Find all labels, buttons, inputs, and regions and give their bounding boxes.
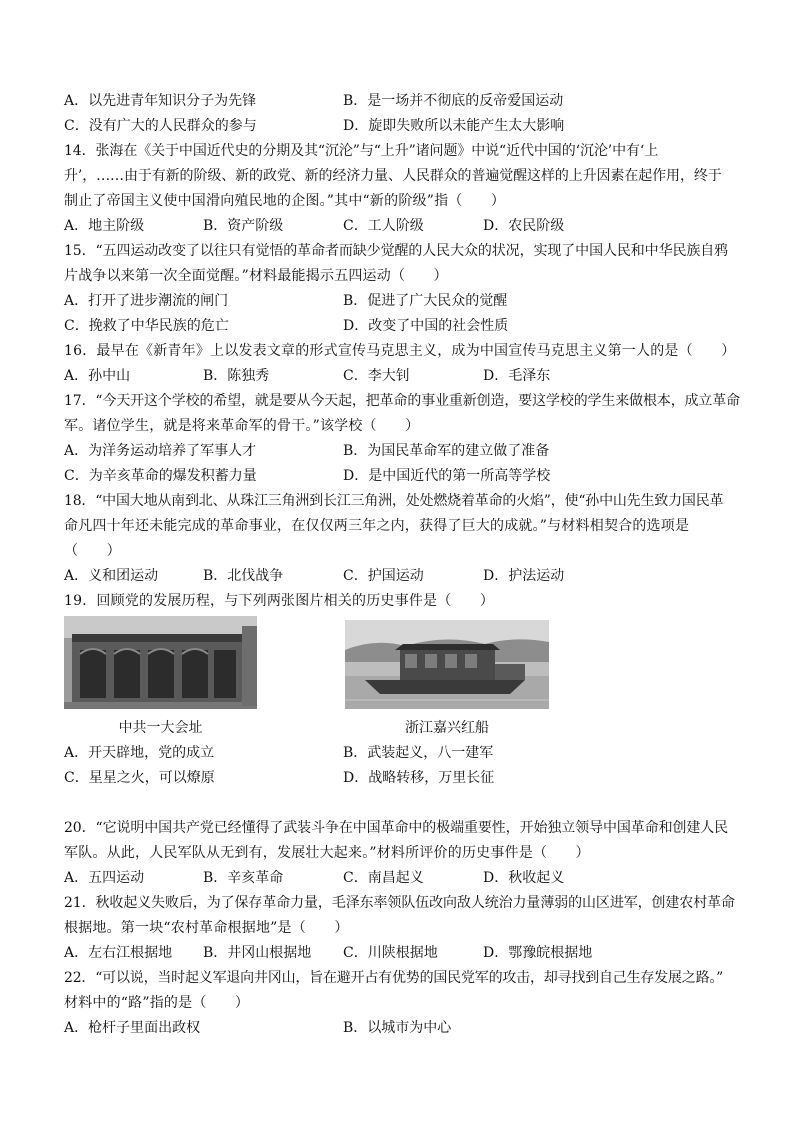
red-boat-caption: 浙江嘉兴红船 [405, 720, 489, 736]
q14-stem-line-3: 制止了帝国主义使中国滑向殖民地的企图。”其中“新的阶级”指（ ） [64, 193, 506, 209]
q21-option-b: B．井冈山根据地 [203, 945, 312, 961]
q17-stem-line-2: 军。诸位学生，就是将来革命军的骨干。”该学校（ ） [64, 418, 420, 434]
q19-option-d: D．战略转移，万里长征 [343, 770, 495, 786]
q13-option-a: A．以先进青年知识分子为先锋 [64, 93, 257, 109]
q16-option-b: B．陈独秀 [203, 368, 270, 384]
q18-option-b: B．北伐战争 [203, 568, 284, 584]
q20-option-c: C．南昌起义 [343, 870, 424, 886]
q19-stem-line-1: 19．回顾党的发展历程，与下列两张图片相关的历史事件是（ ） [64, 593, 495, 609]
congress-site-caption: 中共一大会址 [118, 720, 203, 736]
q19-option-c: C．星星之火，可以燎原 [64, 770, 215, 786]
q20-option-a: A．五四运动 [64, 870, 145, 886]
q22-stem-line-2: 材料中的“路”指的是（ ） [64, 995, 250, 1011]
q17-stem-line-1: 17．“今天开这个学校的希望，就是要从今天起，把革命的事业重新创造，要这学校的学生来做根本，成立革命 [64, 393, 741, 409]
q17-option-b: B．为国民革命军的建立做了准备 [343, 443, 550, 459]
q21-option-a: A．左右江根据地 [64, 945, 173, 961]
q16-option-c: C．李大钊 [343, 368, 410, 384]
q18-option-a: A．义和团运动 [64, 568, 159, 584]
q15-stem-line-1: 15．“五四运动改变了以往只有觉悟的革命者而缺少觉醒的人民大众的状况，实现了中国人民和中华民族自鸦 [64, 243, 729, 259]
q13-option-c: C．没有广大的人民群众的参与 [64, 118, 257, 134]
q19-option-a: A．开天辟地，党的成立 [64, 745, 215, 761]
q16-option-a: A．孙中山 [64, 368, 131, 384]
q20-stem-line-1: 20．“它说明中国共产党已经懂得了武装斗争在中国革命中的极端重要性，开始独立领导中国革命和创建人民 [64, 820, 729, 836]
q17-option-c: C．为辛亥革命的爆发积蓄力量 [64, 468, 257, 484]
q18-stem-line-2: 命凡四十年还未能完成的革命事业，在仅仅两三年之内，获得了巨大的成就。”与材料相契合的选项是 [64, 518, 690, 534]
q16-stem-line-1: 16．最早在《新青年》上以发表文章的形式宣传马克思主义，成为中国宣传马克思主义第一人的是（ ） [64, 343, 736, 359]
q14-option-c: C．工人阶级 [343, 218, 424, 234]
q22-option-a: A．枪杆子里面出政权 [64, 1020, 201, 1036]
q14-option-b: B．资产阶级 [203, 218, 284, 234]
q20-stem-line-2: 军队。从此，人民军队从无到有，发展壮大起来。”材料所评价的历史事件是（ ） [64, 845, 590, 861]
q15-option-b: B．促进了广大民众的觉醒 [343, 293, 508, 309]
q14-stem-line-1: 14．张海在《关于中国近代史的分期及其“沉沦”与“上升”诸问题》中说“近代中国的‘沉沦’中有‘上 [64, 143, 659, 159]
red-boat-image [345, 620, 549, 709]
q17-option-a: A．为洋务运动培养了军事人才 [64, 443, 257, 459]
q22-option-b: B．以城市为中心 [343, 1020, 452, 1036]
q21-stem-line-1: 21．秋收起义失败后，为了保存革命力量，毛泽东率领队伍改向敌人统治力量薄弱的山区进军，创建农村革命 [64, 895, 735, 911]
q22-stem-line-1: 22．“可以说，当时起义军退向井冈山，旨在避开占有优势的国民党军的攻击，却寻找到自己生存发展之路。” [64, 970, 724, 986]
q18-stem-line-1: 18．“中国大地从南到北、从珠江三角洲到长江三角洲，处处燃烧着革命的火焰”，使“孙中山先生致力国民革 [64, 493, 724, 509]
q15-option-c: C．挽救了中华民族的危亡 [64, 318, 229, 334]
q17-option-d: D．是中国近代的第一所高等学校 [343, 468, 551, 484]
q18-option-c: C．护国运动 [343, 568, 424, 584]
q14-option-a: A．地主阶级 [64, 218, 145, 234]
red-boat-photo [345, 620, 549, 709]
congress-site-photo [64, 616, 257, 709]
q20-option-b: B．辛亥革命 [203, 870, 284, 886]
q14-stem-line-2: 升’，……由于有新的阶级、新的政党、新的经济力量、人民群众的普遍觉醒这样的上升因素在起作用，终于 [64, 168, 722, 184]
q15-option-a: A．打开了进步潮流的闸门 [64, 293, 229, 309]
q13-option-d: D．旋即失败所以未能产生太大影响 [343, 118, 565, 134]
q19-option-b: B．武装起义，八一建军 [343, 745, 494, 761]
q15-stem-line-2: 片战争以来第一次全面觉醒。”材料最能揭示五四运动（ ） [64, 268, 448, 284]
q13-option-b: B．是一场并不彻底的反帝爱国运动 [343, 93, 564, 109]
q14-option-d: D．农民阶级 [483, 218, 565, 234]
q20-option-d: D．秋收起义 [483, 870, 565, 886]
congress-site-image [64, 616, 257, 709]
q18-option-d: D．护法运动 [483, 568, 565, 584]
q18-stem-line-3: （ ） [64, 543, 121, 559]
q16-option-d: D．毛泽东 [483, 368, 551, 384]
q21-option-c: C．川陕根据地 [343, 945, 438, 961]
q21-stem-line-2: 根据地。第一块“农村革命根据地”是（ ） [64, 920, 349, 936]
q15-option-d: D．改变了中国的社会性质 [343, 318, 509, 334]
q21-option-d: D．鄂豫皖根据地 [483, 945, 593, 961]
